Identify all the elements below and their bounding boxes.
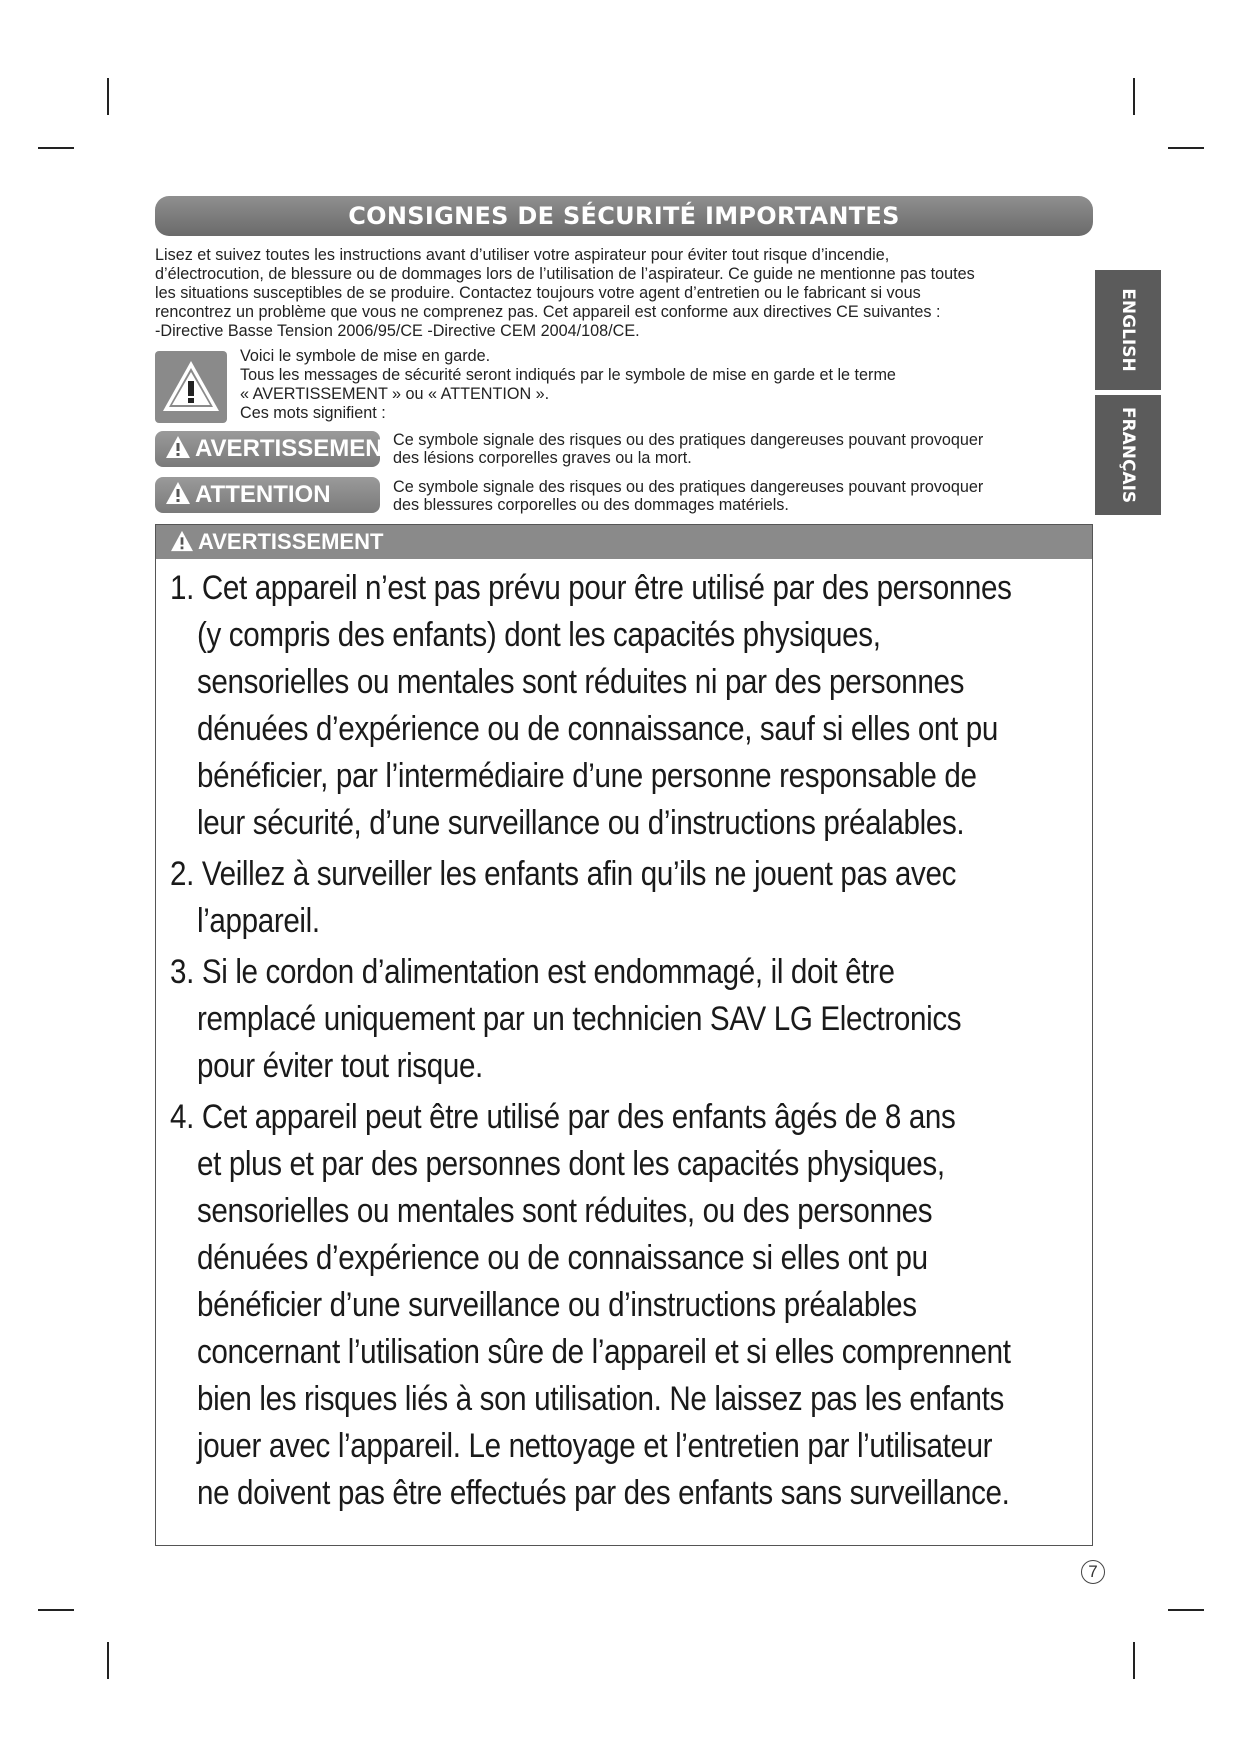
attention-description [393, 478, 1093, 514]
attention-label-text: ATTENTION [195, 481, 331, 508]
warning-line: concernant l’utilisation sûre de l’appareil et si elles comprennent [196, 1333, 1011, 1371]
page-number: 7 [1081, 1560, 1105, 1584]
description-line: des blessures corporelles ou des dommages matériels. [393, 496, 789, 514]
warning-panel [155, 524, 1093, 1546]
warning-panel-header [156, 525, 1092, 559]
crop-mark [1168, 1609, 1204, 1611]
warning-line: 4. Cet appareil peut être utilisé par des enfants âgés de 8 ans [170, 1098, 956, 1136]
tab-english-label: ENGLISH [1118, 288, 1138, 372]
warning-line: 1. Cet appareil n’est pas prévu pour être utilisé par des personnes [170, 569, 1012, 607]
warning-list [170, 565, 1090, 1521]
avertissement-description [393, 431, 1093, 467]
warning-line: 3. Si le cordon d’alimentation est endommagé, il doit être [170, 953, 895, 991]
intro-line: Lisez et suivez toutes les instructions avant d’utiliser votre aspirateur pour éviter tout risque d’incendie, [155, 246, 890, 264]
warning-line: jouer avec l’appareil. Le nettoyage et l’entretien par l’utilisateur [196, 1427, 993, 1465]
crop-mark [38, 1609, 74, 1611]
warning-line: 2. Veillez à surveiller les enfants afin qu’ils ne jouent pas avec [170, 855, 957, 893]
warning-line: sensorielles ou mentales sont réduites, ou des personnes [196, 1192, 933, 1230]
page-title: CONSIGNES DE SÉCURITÉ IMPORTANTES [155, 196, 1093, 236]
warning-line: et plus et par des personnes dont les capacités physiques, [196, 1145, 945, 1183]
avertissement-label [155, 431, 398, 467]
warning-triangle-icon [170, 530, 194, 552]
warning-triangle-icon [165, 481, 191, 505]
warning-line: (y compris des enfants) dont les capacités physiques, [196, 616, 881, 654]
description-line: Ce symbole signale des risques ou des pratiques dangereuses pouvant provoquer [393, 478, 984, 496]
warning-line: sensorielles ou mentales sont réduites ni par des personnes [196, 663, 965, 701]
intro-paragraph [155, 246, 1095, 341]
intro-line: d’électrocution, de blessure ou de dommages lors de l’utilisation de l’aspirateur. Ce guide ne mentionne pas toutes [155, 265, 975, 283]
warning-item [170, 1094, 1090, 1517]
intro-line: les situations susceptibles de se produire. Contactez toujours votre agent d’entretien ou le fabricant si vous [155, 284, 921, 302]
warning-line: bénéficier, par l’intermédiaire d’une personne responsable de [196, 757, 977, 795]
tab-francais[interactable] [1095, 395, 1161, 515]
crop-mark [1133, 1642, 1135, 1679]
warning-line: dénuées d’expérience ou de connaissance, sauf si elles ont pu [196, 710, 998, 748]
warning-item [170, 851, 1090, 945]
warning-panel-header-text: AVERTISSEMENT [198, 529, 384, 554]
avertissement-label-text: AVERTISSEMENT [195, 435, 398, 462]
tab-francais-label: FRANÇAIS [1118, 406, 1138, 504]
crop-mark [38, 147, 74, 149]
intro-line: rencontrez un problème que vous ne comprenez pas. Cet appareil est conforme aux directives CE suivantes : [155, 303, 941, 321]
warning-line: leur sécurité, d’une surveillance ou d’instructions préalables. [196, 804, 965, 842]
warning-triangle-icon [165, 435, 191, 459]
crop-mark [1168, 147, 1204, 149]
warning-line: ne doivent pas être effectués par des enfants sans surveillance. [196, 1474, 1010, 1512]
warning-item [170, 565, 1090, 847]
warning-line: dénuées d’expérience ou de connaissance si elles ont pu [196, 1239, 928, 1277]
crop-mark [107, 78, 109, 115]
symbol-text-line: Voici le symbole de mise en garde. [240, 347, 491, 365]
warning-triangle-icon [155, 351, 227, 423]
warning-line: bénéficier d’une surveillance ou d’instructions préalables [196, 1286, 917, 1324]
tab-english[interactable] [1095, 270, 1161, 390]
warning-line: bien les risques liés à son utilisation. Ne laissez pas les enfants [196, 1380, 1004, 1418]
description-line: Ce symbole signale des risques ou des pratiques dangereuses pouvant provoquer [393, 431, 984, 449]
symbol-explanation [240, 347, 1100, 423]
warning-line: remplacé uniquement par un technicien SAV LG Electronics [196, 1000, 962, 1038]
warning-line: pour éviter tout risque. [196, 1047, 483, 1085]
intro-line: -Directive Basse Tension 2006/95/CE -Directive CEM 2004/108/CE. [155, 322, 640, 340]
attention-label [155, 477, 380, 513]
warning-item [170, 949, 1090, 1090]
symbol-text-line: Ces mots signifient : [240, 404, 386, 422]
description-line: des lésions corporelles graves ou la mort. [393, 449, 692, 467]
crop-mark [107, 1642, 109, 1679]
symbol-text-line: « AVERTISSEMENT » ou « ATTENTION ». [240, 385, 550, 403]
symbol-text-line: Tous les messages de sécurité seront indiqués par le symbole de mise en garde et le terme [240, 366, 896, 384]
crop-mark [1133, 78, 1135, 115]
warning-line: l’appareil. [196, 902, 320, 940]
